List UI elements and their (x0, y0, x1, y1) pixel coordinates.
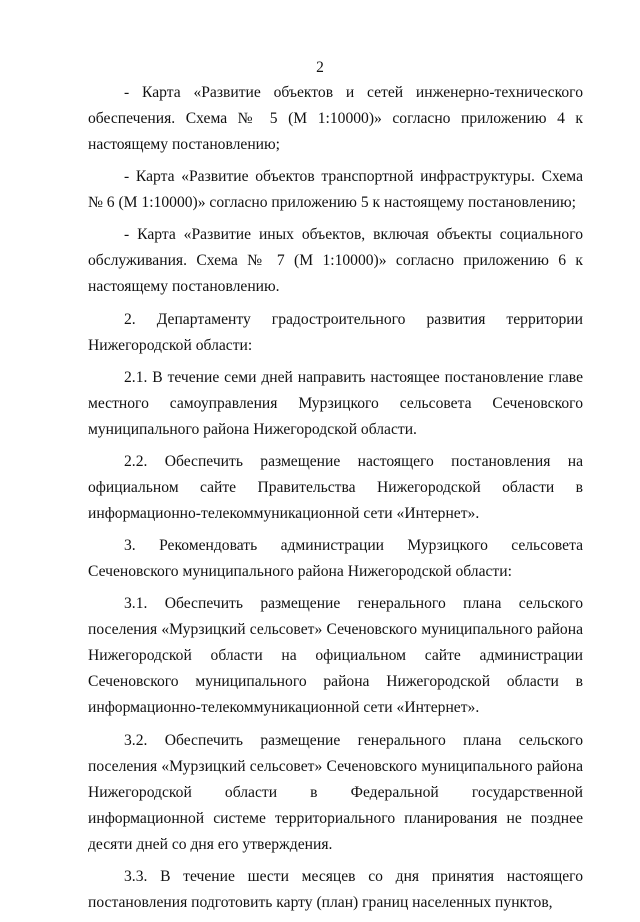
paragraph-map-scheme-5: - Карта «Развитие объектов и сетей инженерно-технического обеспечения. Схема № 5 (М 1:10000)» согласно приложению 4 к настоящему постановлению; (88, 84, 583, 153)
document-body (88, 80, 583, 922)
paragraph-3-3: 3.3. В течение шести месяцев со дня принятия настоящего постановления подготовить карту (план) границ населенных пунктов, (88, 867, 583, 911)
paragraph-map-scheme-6: - Карта «Развитие объектов транспортной инфраструктуры. Схема № 6 (М 1:10000)» согласно приложению 5 к настоящему постановлению; (88, 168, 583, 212)
paragraph-3-2: 3.2. Обеспечить размещение генерального плана сельского поселения «Мурзицкий сельсовет» Сеченовского муниципального района Нижегородской области в Федеральной государственной информационной системе территориального планирования не позднее десяти дней со дня его утверждения. (88, 731, 583, 853)
paragraph-3-administration: 3. Рекомендовать администрации Мурзицкого сельсовета Сеченовского муниципального района Нижегородской области: (88, 537, 583, 581)
paragraph-2-2: 2.2. Обеспечить размещение настоящего постановления на официальном сайте Правительства Нижегородской области в информационно-телекоммуникационной сети «Интернет». (88, 452, 583, 522)
paragraph-2-1: 2.1. В течение семи дней направить настоящее постановление главе местного самоуправления Мурзицкого сельсовета Сеченовского муниципального района Нижегородской области. (88, 368, 583, 438)
paragraph-map-scheme-7: - Карта «Развитие иных объектов, включая объекты социального обслуживания. Схема № 7 (М 1:10000)» согласно приложению 6 к настоящему постановлению. (88, 226, 583, 296)
page-number: 2 (316, 59, 324, 76)
paragraph-2-department: 2. Департаменту градостроительного развития территории Нижегородской области: (88, 310, 583, 354)
paragraph-3-1: 3.1. Обеспечить размещение генерального плана сельского поселения «Мурзицкий сельсовет» Сеченовского муниципального района Нижегородской области на официальном сайте администрации Сеченовского муниципального района Нижегородской области в информационно-телекоммуникационной сети «Интернет». (88, 595, 583, 717)
